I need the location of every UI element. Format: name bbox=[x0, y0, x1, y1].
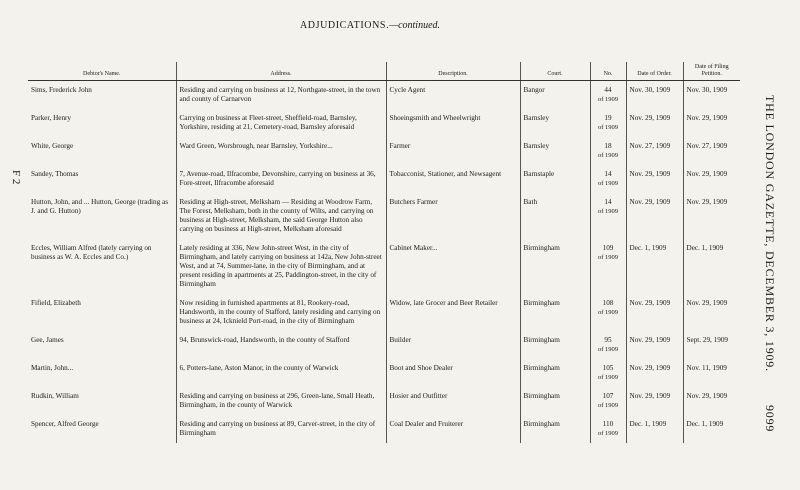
table-row bbox=[28, 359, 740, 387]
case-year: of 1909 bbox=[597, 96, 619, 103]
address-cell: Carrying on business at Fleet-street, Sheffield-road, Barnsley, Yorkshire, residing at 21, Cemetery-road, Barnsley aforesaid bbox=[176, 109, 386, 137]
court-cell: Birmingham bbox=[520, 239, 590, 294]
case-number: 105 bbox=[602, 364, 614, 372]
description-cell: Shoeingsmith and Wheelwright bbox=[386, 109, 520, 137]
case-number-cell bbox=[590, 359, 626, 387]
date-of-order-cell: Nov. 30, 1909 bbox=[626, 81, 683, 110]
description-cell: Widow, late Grocer and Beer Retailer bbox=[386, 294, 520, 331]
date-of-order-cell: Nov. 29, 1909 bbox=[626, 387, 683, 415]
case-number-cell bbox=[590, 294, 626, 331]
address-cell: Lately residing at 336, New John-street West, in the city of Birmingham, and lately carrying on business at 142a, New John-street West, and at 74, Summer-lane, in the city of Birmingham, and at present residing in apartments at 25, Paddington-street, in the city of Birmingham bbox=[176, 239, 386, 294]
date-of-order-cell: Nov. 29, 1909 bbox=[626, 331, 683, 359]
case-year: of 1909 bbox=[597, 208, 619, 215]
printer-signature-mark: F 2 bbox=[10, 170, 22, 185]
date-of-petition-cell: Dec. 1, 1909 bbox=[683, 239, 740, 294]
description-cell: Hosier and Outfitter bbox=[386, 387, 520, 415]
case-number: 14 bbox=[604, 198, 612, 206]
description-cell: Tobacconist, Stationer, and Newsagent bbox=[386, 165, 520, 193]
date-of-petition-cell: Nov. 29, 1909 bbox=[683, 294, 740, 331]
date-of-petition-cell: Nov. 30, 1909 bbox=[683, 81, 740, 110]
address-cell: 6, Potters-lane, Aston Manor, in the county of Warwick bbox=[176, 359, 386, 387]
table-header-row bbox=[28, 62, 740, 81]
column-header-number: No. bbox=[590, 62, 626, 81]
case-number: 19 bbox=[604, 114, 612, 122]
date-of-order-cell: Nov. 29, 1909 bbox=[626, 193, 683, 239]
court-cell: Birmingham bbox=[520, 359, 590, 387]
description-cell: Butchers Farmer bbox=[386, 193, 520, 239]
date-of-petition-cell: Sept. 29, 1909 bbox=[683, 331, 740, 359]
debtor-name-cell: Martin, John... bbox=[31, 364, 74, 372]
date-of-petition-cell: Nov. 11, 1909 bbox=[683, 359, 740, 387]
page-number: 9099 bbox=[763, 405, 777, 433]
column-header-court: Court. bbox=[520, 62, 590, 81]
case-year: of 1909 bbox=[597, 430, 619, 437]
address-cell: Residing and carrying on business at 296, Green-lane, Small Heath, Birmingham, in the county of Warwick bbox=[176, 387, 386, 415]
address-cell: 7, Avenue-road, Ilfracombe, Devonshire, carrying on business at 36, Fore-street, Ilfracombe aforesaid bbox=[176, 165, 386, 193]
table-row bbox=[28, 137, 740, 165]
description-cell: Boot and Shoe Dealer bbox=[386, 359, 520, 387]
debtor-name-cell: Gee, James bbox=[31, 336, 64, 344]
table-row bbox=[28, 239, 740, 294]
court-cell: Bath bbox=[520, 193, 590, 239]
date-of-order-cell: Dec. 1, 1909 bbox=[626, 239, 683, 294]
address-cell: 94, Brunswick-road, Handsworth, in the county of Stafford bbox=[176, 331, 386, 359]
date-of-order-cell: Nov. 29, 1909 bbox=[626, 359, 683, 387]
column-header-description: Description. bbox=[386, 62, 520, 81]
case-number: 44 bbox=[604, 86, 612, 94]
debtor-name-cell: Spencer, Alfred George bbox=[31, 420, 99, 428]
description-cell: Cabinet Maker... bbox=[386, 239, 520, 294]
table-row bbox=[28, 109, 740, 137]
case-number: 108 bbox=[602, 299, 614, 307]
case-year: of 1909 bbox=[597, 374, 619, 381]
gazette-running-title: THE LONDON GAZETTE, DECEMBER 3, 1909. bbox=[763, 95, 777, 372]
date-of-petition-cell: Nov. 29, 1909 bbox=[683, 387, 740, 415]
address-cell: Residing at High-street, Melksham — Residing at Woodrow Farm, The Forest, Melksham, both in the county of Wilts, and carrying on business at High-street, Melksham, the said George Hutton also carrying on business at High-street, Melksham aforesaid bbox=[176, 193, 386, 239]
case-number: 110 bbox=[602, 420, 614, 428]
case-year: of 1909 bbox=[597, 124, 619, 131]
debtor-name-cell: Parker, Henry bbox=[31, 114, 72, 122]
date-of-order-cell: Nov. 29, 1909 bbox=[626, 109, 683, 137]
address-cell: Now residing in furnished apartments at 81, Rookery-road, Handsworth, in the county of Stafford, lately residing and carrying on business at 24, Icknield Port-road, in the city of Birmingham bbox=[176, 294, 386, 331]
column-header-date-of-order: Date of Order. bbox=[626, 62, 683, 81]
court-cell: Bangor bbox=[520, 81, 590, 110]
debtor-name-cell: Rudkin, William bbox=[31, 392, 79, 400]
case-year: of 1909 bbox=[597, 254, 619, 261]
case-number-cell bbox=[590, 331, 626, 359]
case-number: 107 bbox=[602, 392, 614, 400]
table-row bbox=[28, 165, 740, 193]
page-title bbox=[0, 20, 740, 31]
table-row bbox=[28, 415, 740, 443]
case-number: 14 bbox=[604, 170, 612, 178]
description-cell: Builder bbox=[386, 331, 520, 359]
case-number-cell bbox=[590, 109, 626, 137]
case-number-cell bbox=[590, 137, 626, 165]
case-number-cell bbox=[590, 415, 626, 443]
address-cell: Ward Green, Worsbrough, near Barnsley, Yorkshire... bbox=[176, 137, 386, 165]
description-cell: Cycle Agent bbox=[386, 81, 520, 110]
table-row bbox=[28, 294, 740, 331]
date-of-petition-cell: Dec. 1, 1909 bbox=[683, 415, 740, 443]
debtor-name-cell: Eccles, William Alfred (lately carrying on business as W. A. Eccles and Co.) bbox=[31, 244, 152, 261]
court-cell: Barnsley bbox=[520, 137, 590, 165]
case-year: of 1909 bbox=[597, 402, 619, 409]
court-cell: Barnsley bbox=[520, 109, 590, 137]
case-year: of 1909 bbox=[597, 152, 619, 159]
date-of-order-cell: Nov. 27, 1909 bbox=[626, 137, 683, 165]
case-year: of 1909 bbox=[597, 309, 619, 316]
case-year: of 1909 bbox=[597, 346, 619, 353]
debtor-name-cell: Sandey, Thomas bbox=[31, 170, 79, 178]
debtor-name-cell: White, George bbox=[31, 142, 74, 150]
description-cell: Coal Dealer and Fruiterer bbox=[386, 415, 520, 443]
case-number-cell bbox=[590, 193, 626, 239]
date-of-petition-cell: Nov. 29, 1909 bbox=[683, 193, 740, 239]
date-of-order-cell: Dec. 1, 1909 bbox=[626, 415, 683, 443]
address-cell: Residing and carrying on business at 12, Northgate-street, in the town and county of Carnarvon bbox=[176, 81, 386, 110]
case-number-cell bbox=[590, 81, 626, 110]
date-of-petition-cell: Nov. 29, 1909 bbox=[683, 165, 740, 193]
adjudications-table bbox=[28, 62, 740, 443]
address-cell: Residing and carrying on business at 89, Carver-street, in the city of Birmingham bbox=[176, 415, 386, 443]
date-of-petition-cell: Nov. 27, 1909 bbox=[683, 137, 740, 165]
case-number: 95 bbox=[604, 336, 612, 344]
debtor-name-cell: Sims, Frederick John bbox=[31, 86, 92, 94]
table-row bbox=[28, 387, 740, 415]
table-row bbox=[28, 331, 740, 359]
column-header-debtor: Debtor's Name. bbox=[28, 62, 176, 81]
case-number-cell bbox=[590, 239, 626, 294]
case-number-cell bbox=[590, 165, 626, 193]
court-cell: Birmingham bbox=[520, 387, 590, 415]
debtor-name-cell: Hutton, John, and ... Hutton, George (trading as J. and G. Hutton) bbox=[31, 198, 169, 215]
court-cell: Birmingham bbox=[520, 331, 590, 359]
case-year: of 1909 bbox=[597, 180, 619, 187]
section-heading: ADJUDICATIONS. bbox=[299, 20, 390, 31]
court-cell: Birmingham bbox=[520, 294, 590, 331]
column-header-address: Address. bbox=[176, 62, 386, 81]
column-header-date-of-petition: Date of Filing Petition. bbox=[683, 62, 740, 81]
court-cell: Barnstaple bbox=[520, 165, 590, 193]
case-number: 109 bbox=[602, 244, 614, 252]
court-cell: Birmingham bbox=[520, 415, 590, 443]
date-of-order-cell: Nov. 29, 1909 bbox=[626, 165, 683, 193]
table-row bbox=[28, 193, 740, 239]
description-cell: Farmer bbox=[386, 137, 520, 165]
right-margin bbox=[758, 0, 794, 490]
date-of-petition-cell: Nov. 29, 1909 bbox=[683, 109, 740, 137]
table-row bbox=[28, 81, 740, 110]
case-number-cell bbox=[590, 387, 626, 415]
case-number: 18 bbox=[604, 142, 612, 150]
continued-label: —continued. bbox=[389, 20, 441, 31]
debtor-name-cell: Fifield, Elizabeth bbox=[31, 299, 81, 307]
date-of-order-cell: Nov. 29, 1909 bbox=[626, 294, 683, 331]
